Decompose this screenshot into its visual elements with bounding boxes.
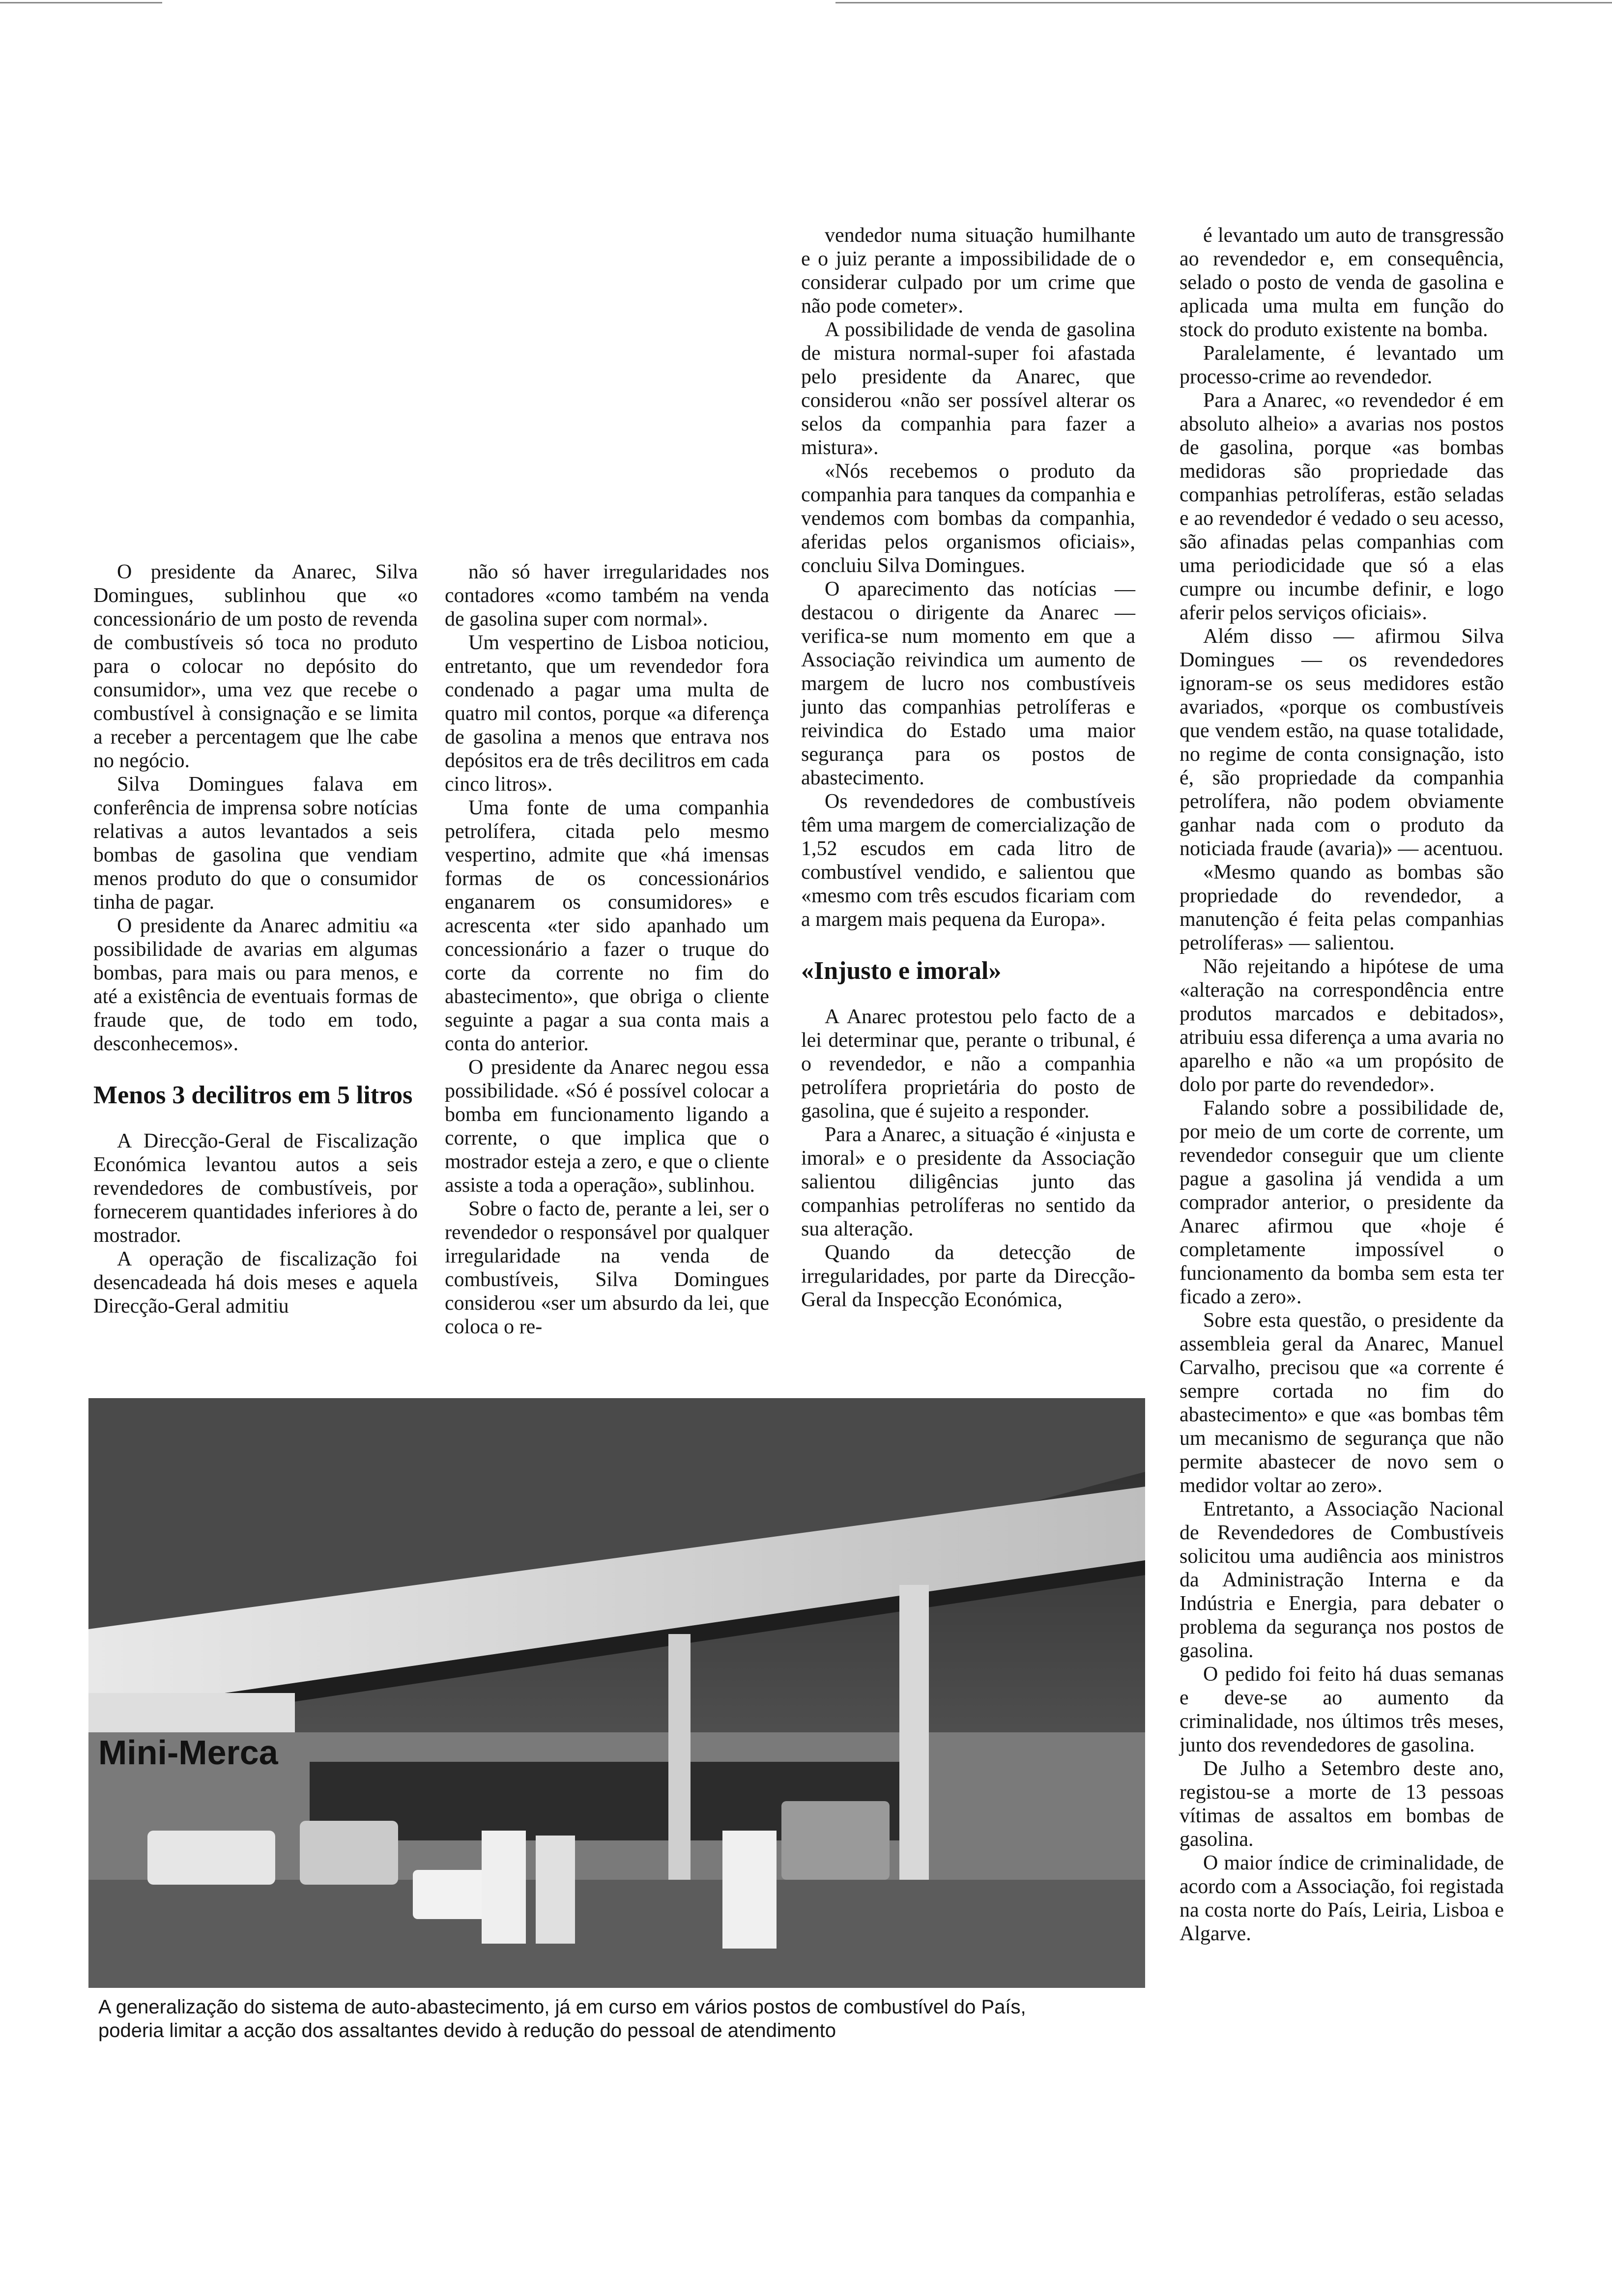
canopy-pillar bbox=[668, 1634, 691, 1890]
paragraph: Além disso — afirmou Silva Domingues — os revendedores ignoram-se os seus medidores estão avariados, «porque os combustíveis que vendem estão, na quase totalidade, no regime de conta consignação, isto é, são propriedade da companhia petrolífera, não podem obviamente ganhar nada com o produto da noticiada fraude (avaria)» — acentuou. bbox=[1180, 625, 1504, 860]
paragraph: De Julho a Setembro deste ano, registou-se a morte de 13 pessoas vítimas de assaltos em bombas de gasolina. bbox=[1180, 1757, 1504, 1851]
paragraph: Silva Domingues falava em conferência de imprensa sobre notícias relativas a autos levantados a seis bombas de gasolina que vendiam menos produto do que o consumidor tinha de pagar. bbox=[93, 773, 418, 914]
paragraph: Quando da detecção de irregularidades, por parte da Direcção-Geral da Inspecção Económica, bbox=[801, 1241, 1135, 1311]
car bbox=[300, 1821, 398, 1885]
paragraph: é levantado um auto de transgressão ao revendedor e, em consequência, selado o posto de venda de gasolina e aplicada uma multa em função do stock do produto existente na bomba. bbox=[1180, 224, 1504, 341]
paragraph: O presidente da Anarec, Silva Domingues, sublinhou que «o concessionário de um posto de revenda de combustíveis só toca no produto para o colocar no depósito do consumidor», uma vez que recebe o combustível à consignação e se limita a receber a percentagem que lhe cabe no negócio. bbox=[93, 561, 418, 772]
gas-station-illustration bbox=[88, 1398, 1145, 1988]
fuel-pump bbox=[536, 1836, 575, 1944]
paragraph: O presidente da Anarec admitiu «a possibilidade de avarias em algumas bombas, para mais ou para menos, e até a existência de eventuais formas de fraude que, de todo em todo, desconhecemos». bbox=[93, 915, 418, 1055]
paragraph: «Mesmo quando as bombas são propriedade do revendedor, a manutenção é feita pelas companhias petrolíferas» — salientou. bbox=[1180, 861, 1504, 954]
subheading-injusto-e-imoral: «Injusto e imoral» bbox=[801, 957, 1002, 985]
paragraph: Não rejeitando a hipótese de uma «alteração na correspondência entre produtos marcados e debitados», atribuiu essa diferença a uma avaria no aparelho e não «a um propósito de dolo por parte do revendedor». bbox=[1180, 955, 1504, 1096]
paragraph: Sobre o facto de, perante a lei, ser o revendedor o responsável por qualquer irregularidade na venda de combustíveis, Silva Domingues considerou «ser um absurdo da lei, que coloca o re- bbox=[445, 1198, 769, 1338]
paragraph: Sobre esta questão, o presidente da assembleia geral da Anarec, Manuel Carvalho, precisou que «a corrente é sempre cortada no fim do abastecimento» e que «as bombas têm um mecanismo de segurança que não permite abastecer de novo sem o medidor voltar ao zero». bbox=[1180, 1309, 1504, 1497]
paragraph: Para a Anarec, «o revendedor é em absoluto alheio» a avarias nos postos de gasolina, porque «as bombas medidoras são propriedade das companhias petrolíferas, estão seladas e ao revendedor é vedado o seu acesso, são afinadas pelas companhias com uma periodicidade que só a elas cumpre ou incumbe definir, e logo aferir pelos serviços oficiais». bbox=[1180, 389, 1504, 624]
article-column-3 bbox=[801, 224, 1135, 1312]
paragraph: O maior índice de criminalidade, de acordo com a Associação, foi registada na costa norte do País, Leiria, Lisboa e Algarve. bbox=[1180, 1852, 1504, 1945]
paragraph: Falando sobre a possibilidade de, por meio de um corte de corrente, um revendedor conseguir que um cliente pague a gasolina já vendida a um comprador anterior, o presidente da Anarec afirmou que «hoje é completamente impossível o funcionamento da bomba sem esta ter ficado a zero». bbox=[1180, 1097, 1504, 1308]
shop-sign-text: Mini-Merca bbox=[98, 1733, 278, 1772]
paragraph: Uma fonte de uma companhia petrolífera, citada pelo mesmo vespertino, admite que «há imensas formas de os concessionários enganarem os consumidores» e acrescenta «ter sido apanhado um concessionário a fazer o truque do corte da corrente no fim do abastecimento», que obriga o cliente seguinte a pagar a sua conta mais a conta do anterior. bbox=[445, 797, 769, 1055]
forecourt bbox=[88, 1880, 1145, 1988]
paragraph: Entretanto, a Associação Nacional de Revendedores de Combustíveis solicitou uma audiência aos ministros da Administração Interna e da Indústria e Energia, para debater o problema da segurança nos postos de gasolina. bbox=[1180, 1498, 1504, 1662]
van bbox=[781, 1801, 890, 1880]
top-rule-left bbox=[0, 2, 162, 3]
caption-line: poderia limitar a acção dos assaltantes devido à redução do pessoal de atendimento bbox=[98, 2020, 836, 2041]
paragraph: Um vespertino de Lisboa noticiou, entretanto, que um revendedor fora condenado a pagar uma multa de quatro mil contos, porque «a diferença de gasolina a menos que entrava nos depósitos era de três decilitros em cada cinco litros». bbox=[445, 631, 769, 796]
paragraph: O aparecimento das notícias — destacou o dirigente da Anarec — verifica-se num momento em que a Associação reivindica um aumento de margem de lucro nos combustíveis junto das companhias petrolíferas e reivindica do Estado uma maior segurança para os postos de abastecimento. bbox=[801, 578, 1135, 789]
fuel-pump bbox=[722, 1831, 777, 1949]
paragraph: A Direcção-Geral de Fiscalização Económica levantou autos a seis revendedores de combustíveis, por fornecerem quantidades inferiores à do mostrador. bbox=[93, 1130, 418, 1247]
paragraph: vendedor numa situação humilhante e o juiz perante a impossibilidade de o considerar culpado por um crime que não pode cometer». bbox=[801, 224, 1135, 317]
photo-caption bbox=[98, 1995, 1155, 2042]
car bbox=[147, 1831, 275, 1885]
gas-station-photo bbox=[88, 1398, 1145, 1988]
article-column-1 bbox=[93, 560, 418, 1318]
article-column-4 bbox=[1180, 224, 1504, 1946]
canopy-pillar bbox=[899, 1585, 929, 1880]
paragraph: O pedido foi feito há duas semanas e deve-se ao aumento da criminalidade, nos últimos três meses, junto dos revendedores de gasolina. bbox=[1180, 1663, 1504, 1756]
article-column-2 bbox=[445, 560, 769, 1339]
caption-line: A generalização do sistema de auto-abastecimento, já em curso em vários postos de combustível do País, bbox=[98, 1996, 1026, 2018]
paragraph: Os revendedores de combustíveis têm uma margem de comercialização de 1,52 escudos em cada litro de combustível vendido, e salientou que «mesmo com três escudos ficariam com a margem mais pequena da Europa». bbox=[801, 790, 1135, 931]
fuel-pump bbox=[482, 1831, 526, 1944]
paragraph: O presidente da Anarec negou essa possibilidade. «Só é possível colocar a bomba em funcionamento ligando a corrente, o que implica que o mostrador esteja a zero, e que o cliente assiste a toda a operação», sublinhou. bbox=[445, 1056, 769, 1197]
paragraph: A operação de fiscalização foi desencadeada há dois meses e aquela Direcção-Geral admitiu bbox=[93, 1248, 418, 1318]
top-rule-right bbox=[835, 2, 1612, 3]
paragraph: Para a Anarec, a situação é «injusta e imoral» e o presidente da Associação salientou diligências junto das companhias petrolíferas no sentido da sua alteração. bbox=[801, 1123, 1135, 1240]
paragraph: A possibilidade de venda de gasolina de mistura normal-super foi afastada pelo presidente da Anarec, que considerou «não ser possível alterar os selos da companhia para fazer a mistura». bbox=[801, 318, 1135, 459]
paragraph: «Nós recebemos o produto da companhia para tanques da companhia e vendemos com bombas da companhia, aferidas pelos organismos oficiais», concluiu Silva Domingues. bbox=[801, 460, 1135, 577]
paragraph: Paralelamente, é levantado um processo-crime ao revendedor. bbox=[1180, 342, 1504, 388]
subheading-menos-3-decilitros: Menos 3 decilitros em 5 litros bbox=[93, 1081, 413, 1109]
paragraph: não só haver irregularidades nos contadores «como também na venda de gasolina super com normal». bbox=[445, 561, 769, 631]
paragraph: A Anarec protestou pelo facto de a lei determinar que, perante o tribunal, é o revendedor, e não a companhia petrolífera proprietária do posto de gasolina, que é sujeito a responder. bbox=[801, 1005, 1135, 1122]
